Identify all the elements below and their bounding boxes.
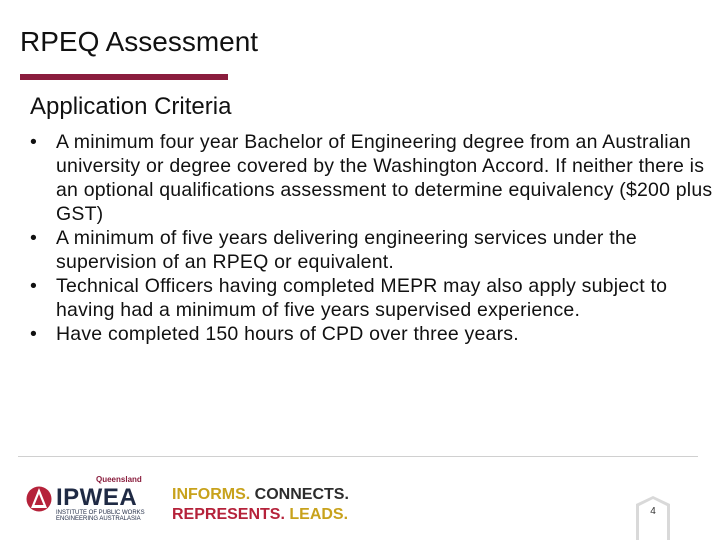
- ipwea-mark-icon: [26, 482, 52, 516]
- tagline-represents: REPRESENTS.: [172, 506, 285, 523]
- list-item: [30, 274, 714, 322]
- bullet-marker: •: [30, 131, 38, 153]
- logo-institute: [56, 510, 145, 522]
- bullet-marker: •: [30, 275, 38, 297]
- logo-institute-line: ENGINEERING AUSTRALASIA: [56, 516, 141, 522]
- title-underline: [20, 74, 228, 80]
- logo-institute-line: INSTITUTE OF PUBLIC WORKS: [56, 510, 145, 516]
- ipwea-logo: [26, 470, 176, 528]
- criteria-list: [30, 130, 714, 346]
- logo-state-label: Queensland: [96, 475, 142, 484]
- list-item: [30, 130, 714, 226]
- list-item: [30, 226, 714, 274]
- list-item-text: A minimum of five years delivering engineering services under the supervision of an RPEQ or equivalent.: [56, 227, 637, 273]
- list-item: [30, 322, 714, 346]
- bullet-marker: •: [30, 227, 38, 249]
- page-number: 4: [650, 506, 656, 517]
- bullet-marker: •: [30, 323, 38, 345]
- tagline: [172, 485, 349, 525]
- tagline-informs: INFORMS.: [172, 486, 251, 503]
- page-tab-shape: [636, 496, 670, 540]
- tagline-connects: CONNECTS.: [254, 486, 349, 503]
- slide-subtitle: Application Criteria: [30, 93, 232, 120]
- list-item-text: Technical Officers having completed MEPR may also apply subject to having had a minimum of five years supervised experience.: [56, 275, 668, 321]
- slide-title: RPEQ Assessment: [20, 26, 259, 57]
- footer-divider: [18, 456, 698, 457]
- list-item-text: Have completed 150 hours of CPD over three years.: [56, 323, 519, 345]
- logo-name: IPWEA: [56, 484, 138, 511]
- list-item-text: A minimum four year Bachelor of Engineering degree from an Australian university or degree covered by the Washington Accord. If neither there is an optional qualifications assessment to determine equivalency ($200 plus GST): [56, 131, 713, 225]
- tagline-leads: LEADS.: [289, 506, 349, 523]
